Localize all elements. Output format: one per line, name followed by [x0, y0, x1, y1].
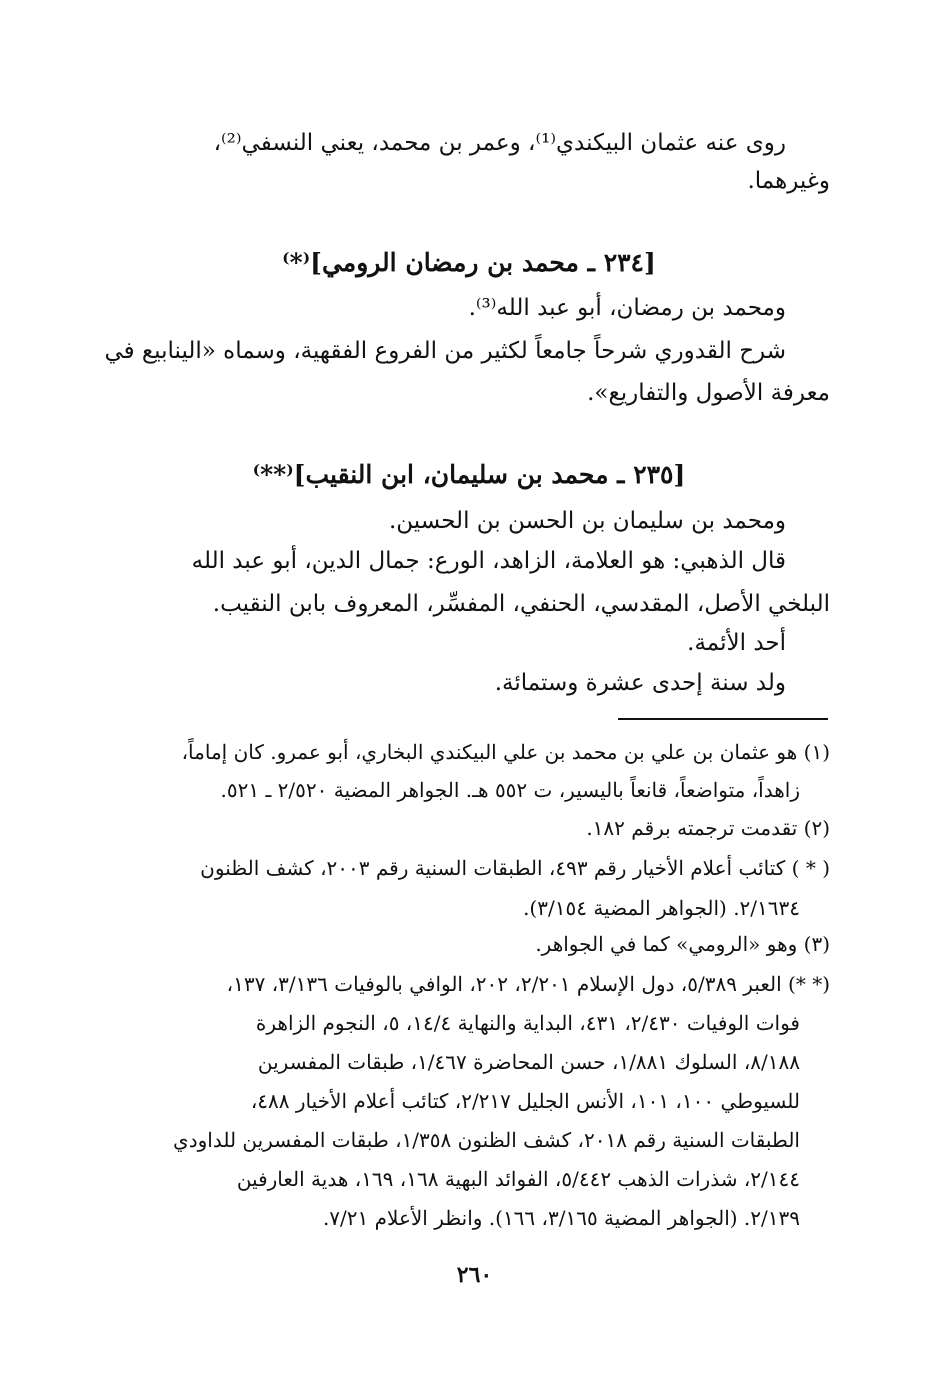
entry-234-line-2: شرح القدوري شرحاً جامعاً لكثير من الفروع الفقهية، وسماه «الينابيع في: [104, 338, 786, 364]
footnote-double-star-line-5: الطبقات السنية رقم ٢٠١٨، كشف الظنون ١/٣٥٨، طبقات المفسرين للداودي: [173, 1128, 800, 1152]
page-number: ٢٦٠: [456, 1262, 493, 1288]
footnote-star-line-2: ٢/١٦٣٤. (الجواهر المضية ٣/١٥٤).: [523, 896, 800, 920]
footnote-double-star-line-1: (* *) العبر ٥/٣٨٩، دول الإسلام ٢/٢٠١، ٢٠٢، الوافي بالوفيات ٣/١٣٦، ١٣٧،: [226, 972, 830, 996]
intro-line-2: وغيرهما.: [747, 168, 830, 194]
entry-234-line-3: معرفة الأصول والتفاريع».: [587, 380, 830, 406]
entry-234-heading: [٢٣٤ ـ محمد بن رمضان الرومي]⁽*⁾: [282, 248, 656, 277]
entry-235-line-2: قال الذهبي: هو العلامة، الزاهد، الورع: جمال الدين، أبو عبد الله: [191, 548, 786, 574]
entry-235-line-5: ولد سنة إحدى عشرة وستمائة.: [494, 670, 786, 696]
entry-235-heading: [٢٣٥ ـ محمد بن سليمان، ابن النقيب]⁽**⁾: [252, 460, 686, 489]
entry-235-line-4: أحد الأئمة.: [687, 630, 786, 656]
entry-234-body: [104, 295, 830, 415]
footnote-double-star-line-7: ٢/١٣٩. (الجواهر المضية ٣/١٦٥، ١٦٦). وانظر الأعلام ٧/٢١.: [322, 1206, 800, 1230]
entry-235-line-1: ومحمد بن سليمان بن الحسن بن الحسين.: [388, 508, 786, 534]
entry-235-line-3: البلخي الأصل، المقدسي، الحنفي، المفسِّر، المعروف بابن النقيب.: [212, 591, 830, 617]
footnote-1-line-2: زاهداً، متواضعاً، قانعاً باليسير، ت ٥٥٢ هـ. الجواهر المضية ٢/٥٢٠ ـ ٥٢١.: [220, 778, 800, 802]
footnote-double-star-line-3: ٨/١٨٨، السلوك ١/٨٨١، حسن المحاضرة ١/٤٦٧، طبقات المفسرين: [257, 1050, 800, 1074]
footnote-double-star-line-4: للسيوطي ١٠٠، ١٠١، الأنس الجليل ٢/٢١٧، كتائب أعلام الأخيار ٤٨٨،: [250, 1089, 800, 1113]
footnote-star-line-1: ( * ) كتائب أعلام الأخيار رقم ٤٩٣، الطبقات السنية رقم ٢٠٠٣، كشف الظنون: [200, 856, 830, 880]
entry-235-body: [108, 508, 830, 708]
footnote-2: (٢) تقدمت ترجمته برقم ١٨٢.: [586, 816, 830, 840]
intro-paragraph: [108, 130, 830, 200]
intro-line-1: روى عنه عثمان البيكندي⁽¹⁾، وعمر بن محمد، يعني النسفي⁽²⁾،: [213, 130, 786, 156]
entry-234-line-1: ومحمد بن رمضان، أبو عبد الله⁽³⁾.: [468, 295, 786, 321]
footnotes: [108, 740, 830, 1240]
footnote-3: (٣) وهو «الرومي» كما في الجواهر.: [535, 932, 830, 956]
footnote-1-line-1: (١) هو عثمان بن علي بن محمد بن علي البيكندي البخاري، أبو عمرو. كان إماماً،: [181, 740, 830, 764]
footnote-double-star-line-2: فوات الوفيات ٢/٤٣٠، ٤٣١، البداية والنهاية ١٤/٤، ٥، النجوم الزاهرة: [255, 1011, 800, 1035]
footnote-double-star-line-6: ٢/١٤٤، شذرات الذهب ٥/٤٤٢، الفوائد البهية ١٦٨، ١٦٩، هدية العارفين: [236, 1167, 800, 1191]
footnote-separator: [618, 718, 828, 720]
